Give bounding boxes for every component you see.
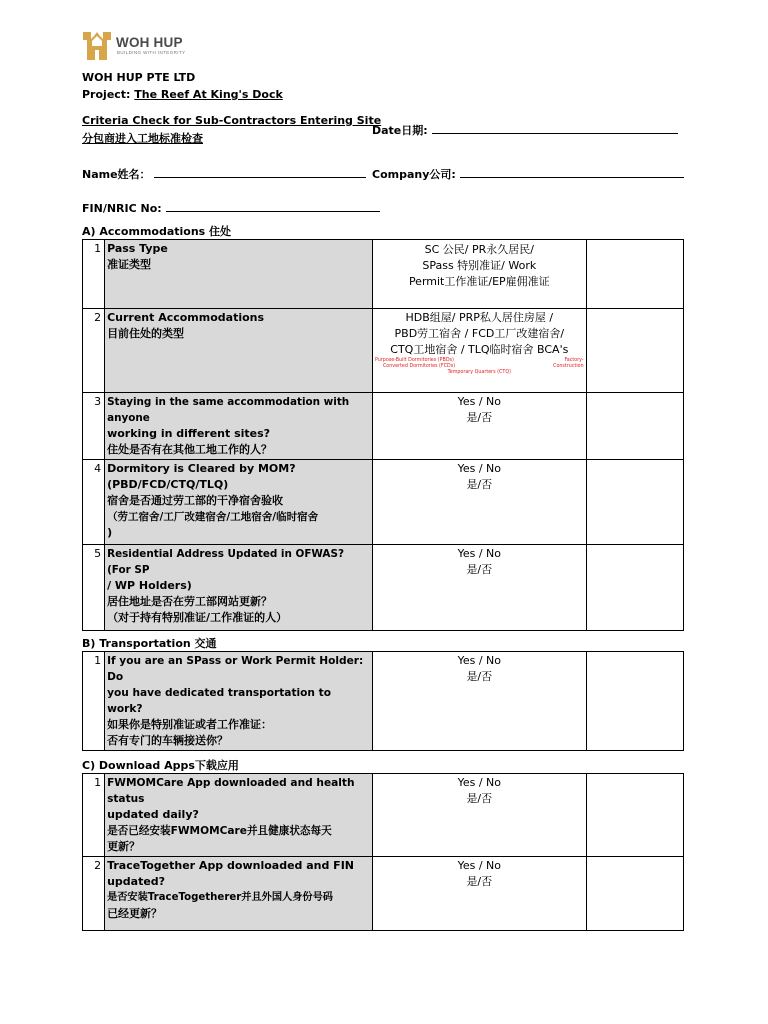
yes-no-label: Yes / No (457, 776, 502, 789)
answer-line: CTQ工地宿舍 / TLQ临时宿舍 BCA's (390, 343, 569, 356)
yes-no-label: Yes / No (457, 462, 502, 475)
logo-wordmark: WOH HUP (116, 35, 183, 50)
question-cn: ) (107, 526, 113, 539)
form-title-en: Criteria Check for Sub-Contractors Entering Site (82, 114, 382, 127)
question-en: If you are an SPass or Work Permit Holder: Do (107, 655, 364, 683)
answer-options[interactable] (372, 545, 586, 631)
table-row (83, 393, 684, 460)
table-row (83, 545, 684, 631)
row-number: 1 (83, 652, 105, 751)
question-cell (105, 393, 373, 460)
yes-no-label: Yes / No (457, 859, 502, 872)
fin-input-line[interactable] (166, 200, 380, 212)
row-number: 3 (83, 393, 105, 460)
question-en: updated daily? (107, 808, 199, 821)
question-en: Residential Address Updated in OFWAS? (For SP (107, 548, 344, 576)
question-en: Dormitory is Cleared by MOM? (107, 462, 296, 475)
section-c-title: C) Download Apps下载应用 (82, 759, 239, 772)
answer-line: Permit工作准证/EP雇佣准证 (408, 275, 550, 288)
response-cell[interactable] (586, 857, 683, 931)
question-cell (105, 545, 373, 631)
answer-line: SPass 特别准证/ Work (422, 259, 537, 272)
logo-tagline: BUILDING WITH INTEGRITY (117, 50, 186, 55)
question-en: TraceTogether App downloaded and FIN (107, 859, 354, 872)
woh-hup-logo-icon (82, 30, 112, 62)
answer-options[interactable] (372, 460, 586, 545)
question-cell (105, 460, 373, 545)
answer-line: HDB组屋/ PRP私人居住房屋 / (405, 311, 554, 324)
question-cn: 居住地址是否在劳工部网站更新？ (107, 595, 273, 608)
question-cell (105, 309, 373, 393)
question-cn: 准证类型 (107, 258, 152, 271)
row-number: 5 (83, 545, 105, 631)
question-en: updated? (107, 875, 166, 888)
download-apps-table (82, 773, 684, 931)
question-en: / WP Holders) (107, 579, 192, 592)
note-text: Factory- (564, 358, 584, 363)
table-row (83, 857, 684, 931)
answer-options[interactable] (372, 240, 586, 309)
project-label: Project: (82, 88, 131, 101)
question-en: Current Accommodations (107, 311, 265, 324)
date-field[interactable] (372, 122, 678, 138)
question-cn: （劳工宿舍/工厂改建宿舍/工地宿舍/临时宿舍 (107, 511, 319, 523)
response-cell[interactable] (586, 545, 683, 631)
answer-options[interactable] (372, 309, 586, 393)
answer-line: PBD劳工宿舍 / FCD工厂改建宿舍/ (394, 327, 565, 340)
yes-no-label: Yes / No (457, 395, 502, 408)
company-name: WOH HUP PTE LTD (82, 71, 196, 84)
answer-options[interactable] (372, 857, 586, 931)
answer-line: SC 公民/ PR永久居民/ (424, 243, 534, 256)
table-row (83, 774, 684, 857)
table-row (83, 460, 684, 545)
question-en: FWMOMCare App downloaded and health status (107, 777, 355, 805)
question-cell (105, 774, 373, 857)
note-text: Construction (553, 364, 584, 369)
name-field[interactable] (82, 166, 366, 182)
question-cell (105, 240, 373, 309)
yes-no-label-cn: 是/否 (466, 792, 493, 805)
question-en: you have dedicated transportation to work? (107, 687, 332, 715)
question-cn: 否有专门的车辆接送你？ (107, 734, 229, 747)
project-name: The Reef At King's Dock (134, 88, 283, 101)
section-b-title: B) Transportation 交通 (82, 637, 217, 650)
name-label: Name姓名： (82, 168, 151, 181)
row-number: 4 (83, 460, 105, 545)
date-label: Date日期: (372, 124, 428, 137)
row-number: 2 (83, 857, 105, 931)
question-cn: 如果你是特别准证或者工作准证： (107, 718, 273, 731)
yes-no-label-cn: 是/否 (466, 875, 493, 888)
note-text: Temporary Quarters (CTQ) (447, 370, 511, 375)
response-cell[interactable] (586, 652, 683, 751)
project-line (82, 88, 283, 101)
table-row (83, 309, 684, 393)
question-cn: （对于持有特别准证/工作准证的人） (107, 611, 288, 624)
date-input-line[interactable] (432, 122, 678, 134)
response-cell[interactable] (586, 309, 683, 393)
response-cell[interactable] (586, 460, 683, 545)
company-input-line[interactable] (460, 166, 684, 178)
question-cn: 住处是否有在其他工地工作的人？ (107, 443, 273, 456)
company-logo (82, 30, 192, 62)
yes-no-label-cn: 是/否 (466, 563, 493, 576)
fin-field[interactable] (82, 200, 380, 215)
answer-options[interactable] (372, 774, 586, 857)
question-cn: 已经更新？ (107, 907, 163, 920)
row-number: 1 (83, 774, 105, 857)
question-en: Pass Type (107, 242, 168, 255)
response-cell[interactable] (586, 240, 683, 309)
company-field[interactable] (372, 166, 684, 182)
note-text: Purpose-Built Dormitories (PBDs) (374, 358, 454, 363)
question-en: Staying in the same accommodation with anyone (107, 396, 350, 424)
question-cn: 目前住处的类型 (107, 327, 185, 340)
question-cn: 更新？ (107, 840, 141, 853)
question-cn: 是否安装TraceTogetherer并且外国人身份号码 (107, 892, 333, 903)
form-title-cn: 分包商进入工地标准检查 (82, 132, 203, 145)
response-cell[interactable] (586, 774, 683, 857)
question-cn: 是否已经安装FWMOMCare并且健康状态每天 (107, 825, 332, 837)
name-input-line[interactable] (154, 166, 366, 178)
row-number: 1 (83, 240, 105, 309)
fin-label: FIN/NRIC No: (82, 202, 162, 215)
response-cell[interactable] (586, 393, 683, 460)
table-row (83, 652, 684, 751)
question-cell (105, 857, 373, 931)
yes-no-label-cn: 是/否 (466, 411, 493, 424)
section-a-title: A) Accommodations 住处 (82, 225, 232, 238)
question-en: (PBD/FCD/CTQ/TLQ) (107, 478, 229, 491)
yes-no-label-cn: 是/否 (466, 670, 493, 683)
yes-no-label: Yes / No (457, 654, 502, 667)
note-text: Converted Dormitories (FCDs) (382, 364, 456, 369)
answer-options[interactable] (372, 652, 586, 751)
row-number: 2 (83, 309, 105, 393)
transportation-table (82, 651, 684, 751)
question-en: working in different sites? (107, 427, 271, 440)
yes-no-label: Yes / No (457, 547, 502, 560)
company-label: Company公司: (372, 168, 456, 181)
yes-no-label-cn: 是/否 (466, 478, 493, 491)
accommodations-table (82, 239, 684, 631)
table-row (83, 240, 684, 309)
question-cn: 宿舍是否通过劳工部的干净宿舍验收 (107, 494, 284, 507)
answer-options[interactable] (372, 393, 586, 460)
question-cell (105, 652, 373, 751)
